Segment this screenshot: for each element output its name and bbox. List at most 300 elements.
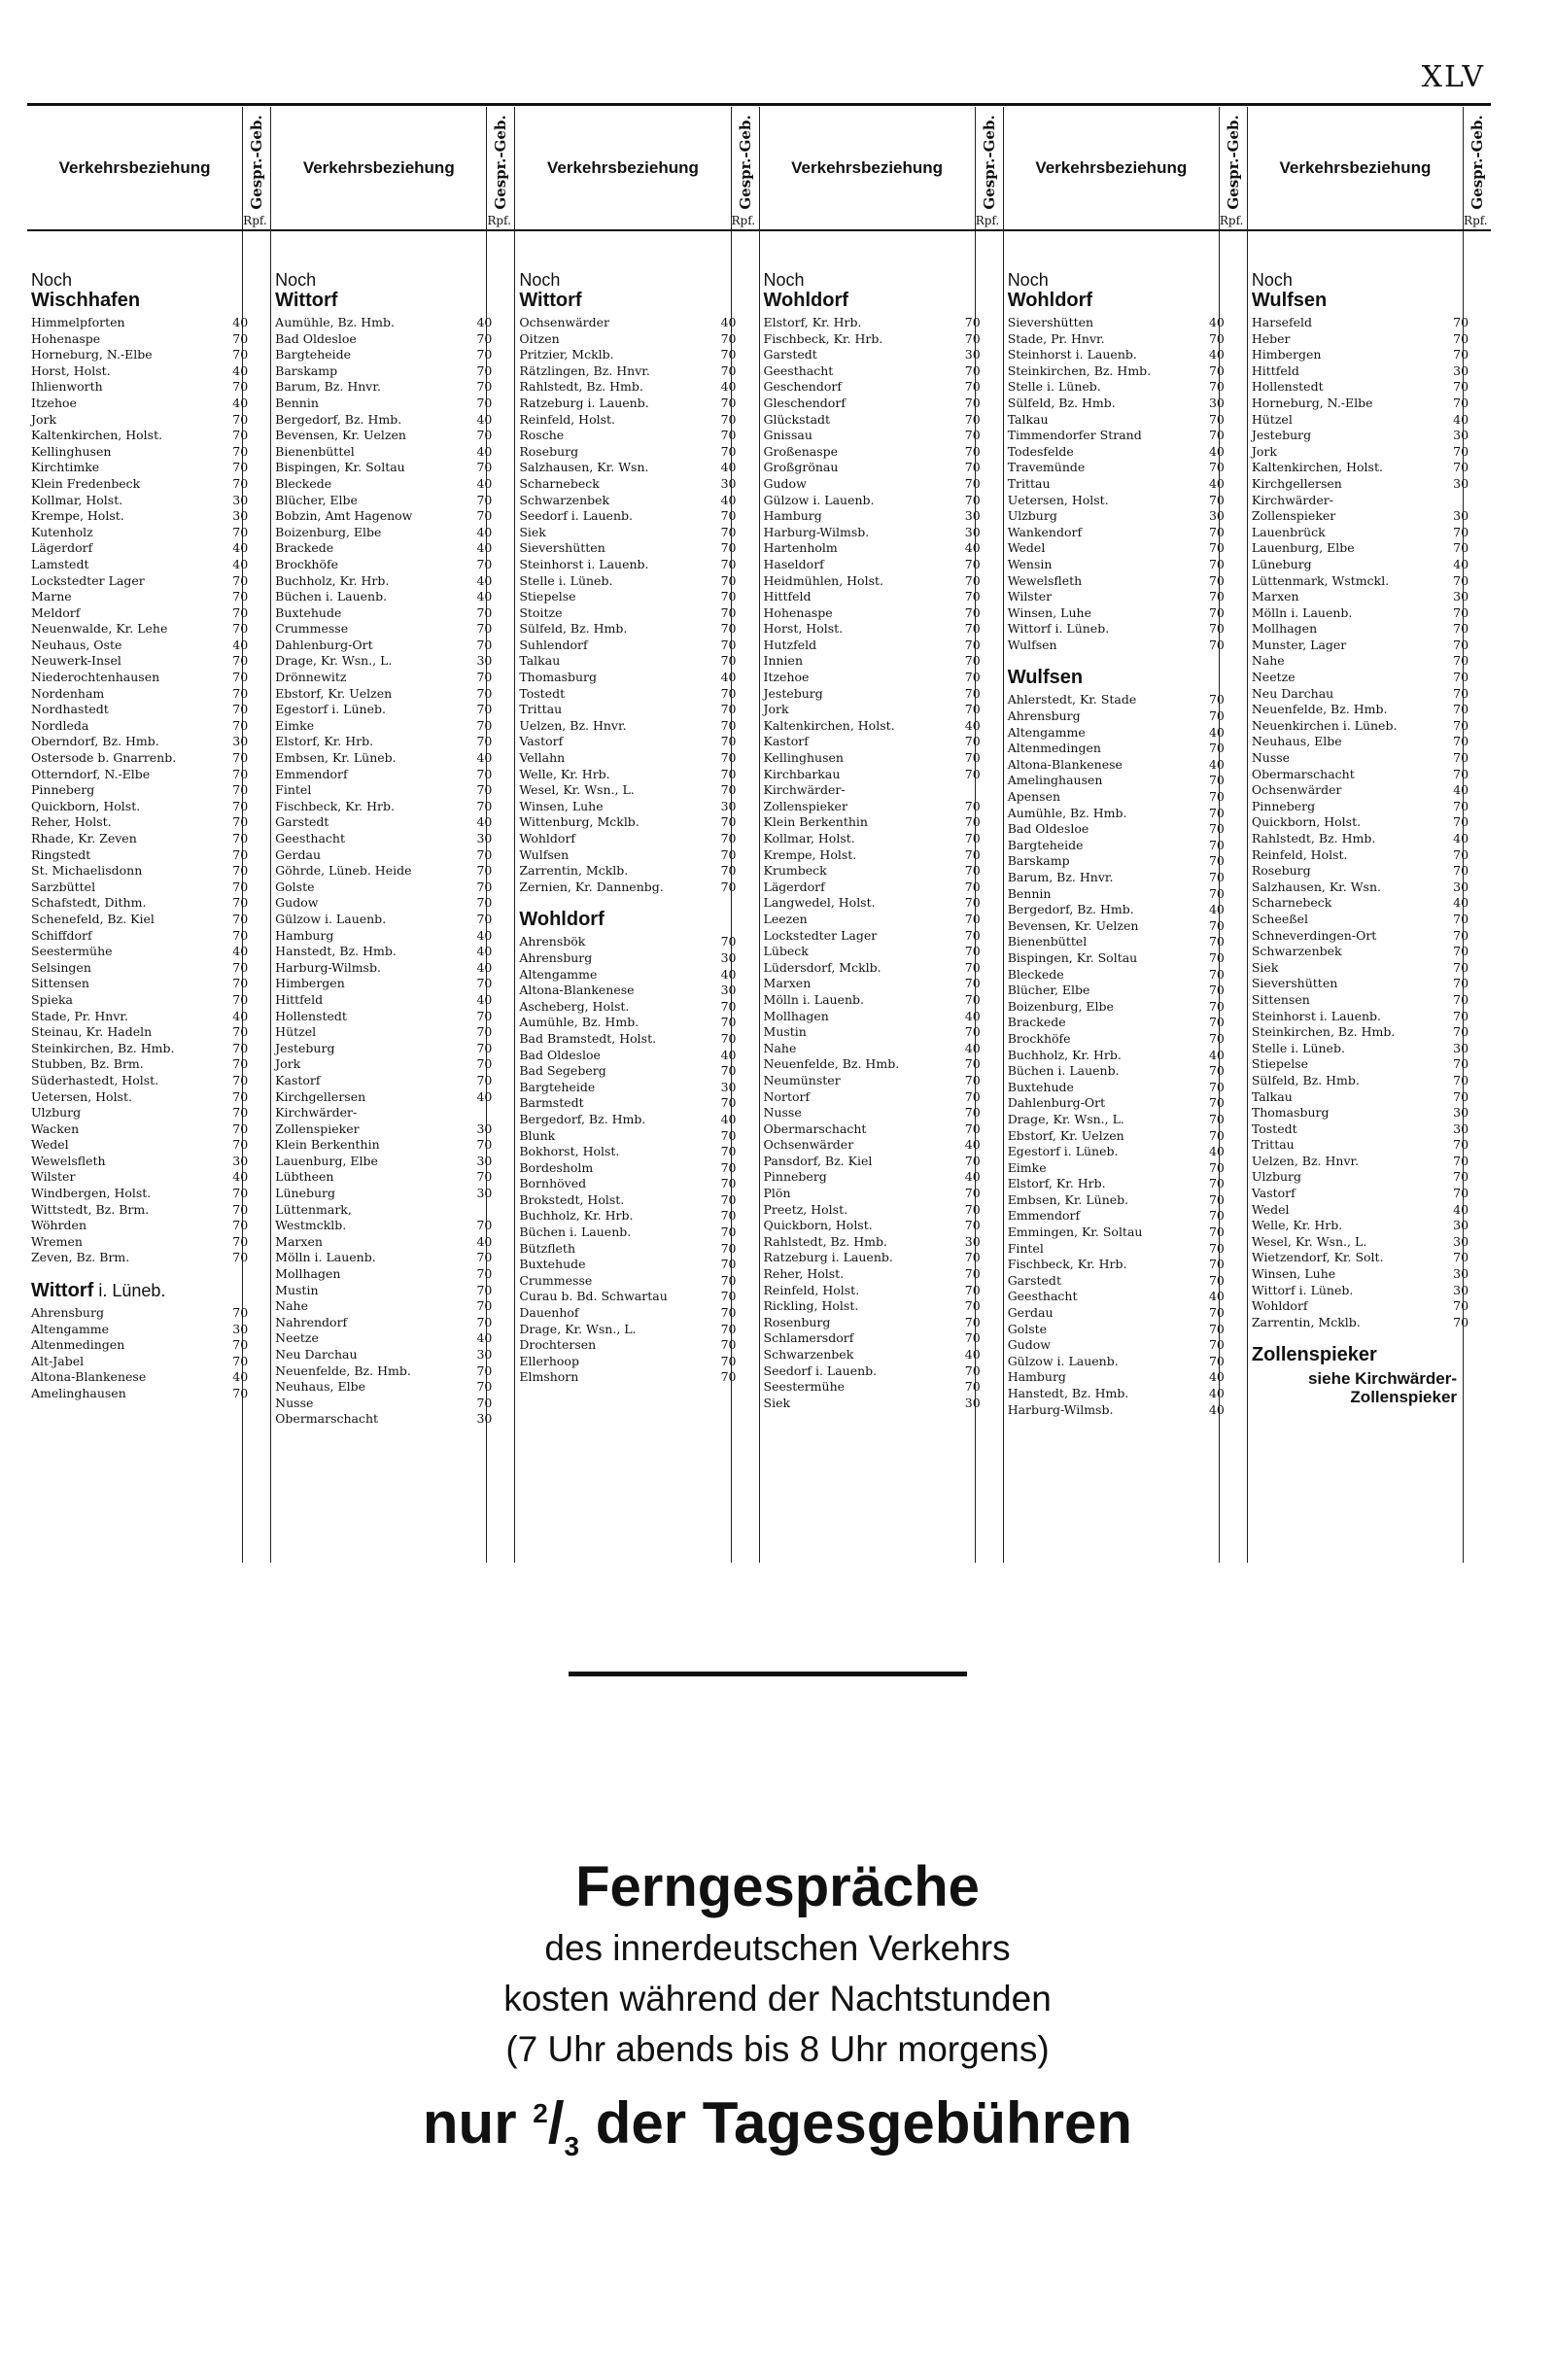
- fee-value: 70: [1453, 798, 1469, 813]
- fee-value: 70: [476, 637, 493, 652]
- destination: Alt-Jabel: [31, 1353, 85, 1368]
- destination: Rahlstedt, Bz. Hmb.: [763, 1233, 887, 1249]
- table-row: [1007, 821, 1225, 838]
- table-row: [31, 1250, 249, 1266]
- fee-value: 70: [476, 1137, 493, 1153]
- fee-value: 40: [476, 944, 493, 959]
- destination: Lüneburg: [275, 1186, 336, 1201]
- table-row: [763, 1314, 981, 1331]
- table-row: [763, 1379, 981, 1396]
- fee-value: 70: [232, 1233, 249, 1249]
- fee-value: 70: [964, 1153, 981, 1168]
- destination: Winsen, Luhe: [1251, 1266, 1336, 1282]
- fee-value: 70: [232, 846, 249, 862]
- table-row: [1007, 805, 1225, 822]
- fee-value: 40: [964, 1040, 981, 1055]
- table-row: [31, 1386, 249, 1402]
- table-row: [1007, 741, 1225, 757]
- table-row: [31, 1105, 249, 1121]
- destination: Lauenbrück: [1251, 524, 1326, 539]
- fee-value: 70: [1453, 959, 1469, 975]
- destination: Rosche: [519, 428, 565, 443]
- table-row: [31, 927, 249, 945]
- table-row: [31, 589, 249, 605]
- fee-value: 30: [476, 653, 493, 669]
- destination: Todesfelde: [1007, 443, 1074, 459]
- destination: Zollenspieker: [1251, 508, 1336, 524]
- ad-fraction-denominator: 3: [564, 2131, 580, 2161]
- table-row: [1251, 347, 1469, 363]
- table-row: [763, 379, 981, 396]
- table-row: [31, 1121, 249, 1138]
- fee-value: 70: [964, 604, 981, 620]
- destination: Ulzburg: [31, 1105, 82, 1121]
- fee-value: 70: [476, 1072, 493, 1087]
- table-row: [31, 347, 249, 363]
- fee-value: 70: [476, 1298, 493, 1314]
- destination: Neuenfelde, Bz. Hmb.: [1251, 702, 1388, 717]
- table-row: [519, 1127, 737, 1145]
- destination: Elstorf, Kr. Hrb.: [763, 315, 862, 329]
- destination: Wedel: [31, 1137, 69, 1153]
- entries: [515, 231, 737, 1563]
- destination: Uetersen, Holst.: [1007, 492, 1109, 507]
- table-row: [519, 717, 737, 735]
- table-row: [1007, 1305, 1225, 1322]
- table-row: [275, 1266, 493, 1283]
- table-row: [1251, 846, 1469, 864]
- fee-value: 70: [964, 428, 981, 443]
- fee-value: 30: [1453, 1266, 1469, 1282]
- table-row: [275, 653, 493, 670]
- fee-value: 70: [1208, 1030, 1225, 1046]
- fee-value: 70: [1453, 653, 1469, 669]
- fee-value: 40: [476, 1088, 493, 1104]
- table-row: [275, 831, 493, 847]
- table-row: [275, 379, 493, 396]
- table-row: [31, 1201, 249, 1219]
- table-row: [1007, 315, 1225, 331]
- destination: Altona-Blankenese: [31, 1369, 147, 1385]
- destination: Drage, Kr. Wsn., L.: [519, 1321, 637, 1336]
- table-row: [1007, 1289, 1225, 1305]
- fee-value: 70: [964, 798, 981, 813]
- fee-value: 40: [476, 540, 493, 556]
- destination: Itzehoe: [31, 395, 77, 410]
- destination: Stubben, Bz. Brm.: [31, 1056, 144, 1072]
- table-row: [1007, 917, 1225, 935]
- fee-value: 70: [1453, 670, 1469, 685]
- fee-value: 70: [964, 637, 981, 652]
- table-row: [1251, 927, 1469, 945]
- fee-value: 70: [1208, 885, 1225, 901]
- fee-value: 70: [1453, 863, 1469, 879]
- destination: Scharnebeck: [1251, 895, 1332, 911]
- fee-unit: Rpf.: [975, 214, 1000, 227]
- table-row: [519, 443, 737, 461]
- table-row: [519, 492, 737, 509]
- destination: Dahlenburg-Ort: [1007, 1095, 1106, 1111]
- table-row: [519, 315, 737, 331]
- fee-value: 70: [476, 379, 493, 395]
- fee-header-label: Gespr.-Geb.: [736, 115, 754, 210]
- fee-value: 70: [1208, 330, 1225, 346]
- fee-value: 70: [232, 1056, 249, 1072]
- destination: Lägerdorf: [763, 879, 825, 894]
- destination: Bennin: [275, 395, 319, 410]
- table-row: [763, 1201, 981, 1219]
- fee-value: 70: [964, 863, 981, 879]
- table-row: [1007, 330, 1225, 348]
- table-row: [275, 492, 493, 509]
- table-row: [519, 1208, 737, 1224]
- fee-value: 70: [964, 1314, 981, 1329]
- fee-value: 70: [232, 814, 249, 830]
- table-row: [275, 1105, 484, 1121]
- fee-value: 70: [1453, 604, 1469, 620]
- table-row: [519, 556, 737, 573]
- destination: Kirchwärder-: [763, 782, 846, 798]
- destination: Nusse: [1251, 750, 1291, 766]
- destination: Brockhöfe: [1007, 1030, 1071, 1046]
- table-row: [1251, 1056, 1469, 1073]
- fee-value: 70: [720, 1369, 737, 1385]
- fee-value: 70: [1453, 734, 1469, 749]
- fee-value: 70: [1453, 540, 1469, 556]
- table-row: [519, 685, 737, 703]
- table-row: [31, 1305, 249, 1322]
- table-row: [31, 1337, 249, 1354]
- destination: Lägerdorf: [31, 540, 93, 556]
- destination: Wulfsen: [519, 846, 570, 862]
- destination: Mollhagen: [275, 1266, 341, 1282]
- fee-value: 70: [964, 1186, 981, 1201]
- header-label: Verkehrsbeziehung: [515, 107, 731, 229]
- table-row: [763, 814, 981, 831]
- table-row: [763, 621, 981, 638]
- destination: Ihlienworth: [31, 379, 103, 395]
- destination: Barskamp: [275, 362, 338, 378]
- table-row: [31, 734, 249, 750]
- fee-value: 70: [232, 1072, 249, 1087]
- entries: [271, 231, 493, 1563]
- continued-label: Noch: [31, 270, 73, 290]
- destination: Bennin: [1007, 885, 1052, 901]
- fee-value: 70: [964, 460, 981, 475]
- destination: Eimke: [275, 717, 315, 733]
- fee-value: 40: [476, 572, 493, 588]
- table-row: [1251, 428, 1469, 444]
- table-row: [1251, 621, 1469, 638]
- fee-value: 70: [720, 653, 737, 669]
- table-row: [1007, 1321, 1225, 1338]
- table-row: [1007, 998, 1225, 1016]
- column-header: [515, 107, 758, 231]
- destination: Gülzow i. Lauenb.: [1007, 1353, 1119, 1368]
- destination: Steinhorst i. Lauenb.: [1007, 347, 1137, 362]
- table-row: [519, 734, 737, 750]
- destination: Ascheberg, Holst.: [519, 998, 630, 1014]
- destination: Schiffdorf: [31, 927, 92, 943]
- destination: Kaltenkirchen, Holst.: [31, 428, 163, 443]
- fee-value: 70: [964, 1298, 981, 1314]
- fee-value: 70: [720, 702, 737, 717]
- fee-value: 70: [232, 347, 249, 362]
- destination: Talkau: [519, 653, 561, 669]
- table-row: [31, 508, 249, 525]
- table-row: [1007, 902, 1225, 918]
- destination: Nahe: [763, 1040, 797, 1055]
- fee-value: 30: [1453, 475, 1469, 491]
- destination: Jork: [275, 1056, 301, 1072]
- table-row: [275, 879, 493, 896]
- fee-value: 70: [1208, 1240, 1225, 1256]
- destination: Himmelpforten: [31, 315, 125, 329]
- destination: Wittstedt, Bz. Brm.: [31, 1201, 150, 1217]
- table-row: [519, 572, 737, 590]
- fee-value: 70: [1208, 1208, 1225, 1224]
- destination: Gudow: [763, 475, 807, 491]
- table-row: [31, 782, 249, 799]
- destination: Ostersode b. Gnarrenb.: [31, 750, 177, 766]
- destination: Rhade, Kr. Zeven: [31, 831, 137, 845]
- fee-value: 70: [1208, 492, 1225, 507]
- table-row: [275, 1250, 493, 1266]
- origin-place: Wohldorf: [519, 909, 605, 931]
- destination: Uetersen, Holst.: [31, 1088, 132, 1104]
- fee-value: 40: [1208, 1386, 1225, 1400]
- destination: Wittenburg, Mcklb.: [519, 814, 639, 830]
- destination: Amelinghausen: [31, 1386, 126, 1400]
- fee-value: 70: [964, 1201, 981, 1217]
- fee-value: 70: [1453, 1008, 1469, 1023]
- table-row: [519, 863, 737, 880]
- destination: Ulzburg: [1007, 508, 1057, 524]
- table-row: [275, 1347, 493, 1363]
- destination: Trittau: [1251, 1137, 1295, 1153]
- destination: Pansdorf, Bz. Kiel: [763, 1153, 873, 1168]
- fee-value: 70: [720, 589, 737, 604]
- fee-value: 30: [964, 524, 981, 539]
- table-row: [1251, 911, 1469, 928]
- fee-value: 70: [232, 379, 249, 395]
- destination: Steinhorst i. Lauenb.: [1251, 1008, 1382, 1023]
- table-row: [275, 411, 493, 429]
- destination: Preetz, Holst.: [763, 1201, 848, 1217]
- fee-value: 70: [964, 911, 981, 926]
- table-row: [31, 976, 249, 992]
- fee-value: 70: [232, 428, 249, 443]
- table-row: [763, 362, 981, 380]
- destination: Wesel, Kr. Wsn., L.: [1251, 1233, 1367, 1249]
- table-row: [763, 879, 981, 896]
- destination: Hutzfeld: [763, 637, 817, 652]
- table-row: [763, 1008, 981, 1025]
- destination: Quickborn, Holst.: [1251, 814, 1362, 830]
- fee-value: 70: [964, 959, 981, 975]
- destination: St. Michaelisdonn: [31, 863, 143, 879]
- destination: Aumühle, Bz. Hmb.: [275, 315, 395, 329]
- destination: Büchen i. Lauenb.: [519, 1224, 632, 1240]
- destination: Embsen, Kr. Lüneb.: [275, 750, 397, 766]
- fee-value: 70: [1208, 362, 1225, 378]
- destination: Scharnebeck: [519, 475, 600, 491]
- table-row: [31, 524, 249, 541]
- table-row: [519, 540, 737, 557]
- fee-value: 70: [1208, 1079, 1225, 1094]
- destination: Stelle i. Lüneb.: [519, 572, 613, 588]
- destination: Wewelsfleth: [31, 1153, 106, 1168]
- fee-value: 70: [232, 460, 249, 475]
- table-row: [519, 411, 737, 429]
- table-row: [519, 766, 737, 783]
- fee-value: 70: [476, 395, 493, 410]
- table-row: [275, 589, 493, 605]
- fee-value: 70: [964, 1266, 981, 1282]
- fee-value: 40: [1208, 315, 1225, 329]
- destination: Gülzow i. Lauenb.: [275, 911, 387, 926]
- fee-value: 70: [720, 1321, 737, 1336]
- table-row: [31, 944, 249, 960]
- destination: Boizenburg, Elbe: [1007, 998, 1114, 1014]
- destination: Obermarschacht: [1251, 766, 1355, 781]
- destination: Bad Segeberg: [519, 1063, 606, 1079]
- fee-value: 70: [1453, 524, 1469, 539]
- destination: Ochsenwärder: [519, 315, 610, 329]
- table-row: [519, 1159, 737, 1177]
- fee-value: 30: [232, 508, 249, 524]
- fee-value: 40: [720, 379, 737, 395]
- fee-value: 40: [476, 411, 493, 427]
- table-row: [1007, 1159, 1225, 1177]
- destination: Neu Darchau: [275, 1347, 358, 1362]
- table-row: [1007, 1191, 1225, 1209]
- table-row: [275, 1008, 493, 1025]
- fee-value: 40: [232, 1369, 249, 1385]
- table-row: [275, 572, 493, 590]
- fee-value: 70: [232, 1250, 249, 1265]
- table-row: [519, 1369, 737, 1386]
- table-row: [1007, 492, 1225, 509]
- table-row: [763, 1218, 981, 1234]
- destination: Obermarschacht: [763, 1121, 867, 1136]
- destination: Pritzier, Mcklb.: [519, 347, 614, 362]
- fee-value: 70: [720, 1127, 737, 1143]
- destination: Blunk: [519, 1127, 556, 1143]
- destination: Stoitze: [519, 604, 563, 620]
- destination: Bergedorf, Bz. Hmb.: [275, 411, 402, 427]
- table-row: [519, 966, 737, 983]
- destination: Ebstorf, Kr. Uelzen: [275, 685, 393, 701]
- destination: Thomasburg: [1251, 1105, 1330, 1121]
- table-row: [1007, 508, 1225, 525]
- fee-value: 70: [476, 330, 493, 346]
- destination: Steinkirchen, Bz. Hmb.: [1251, 1024, 1396, 1040]
- fee-value: 70: [720, 1015, 737, 1030]
- table-row: [1007, 773, 1225, 789]
- destination: Zollenspieker: [275, 1121, 360, 1136]
- destination: Siek: [1251, 959, 1279, 975]
- table-row: [1251, 1153, 1469, 1170]
- fee-value: 70: [964, 846, 981, 862]
- fee-header: [732, 107, 759, 229]
- destination: Rätzlingen, Bz. Hnvr.: [519, 362, 650, 378]
- fee-value: 70: [1208, 1191, 1225, 1207]
- destination: Trittau: [1007, 475, 1051, 491]
- table-row: [519, 1353, 737, 1370]
- destination: Ahrensburg: [31, 1305, 104, 1321]
- table-row: [519, 750, 737, 767]
- fee-value: 70: [476, 863, 493, 879]
- destination: Tostedt: [1251, 1121, 1297, 1136]
- fee-value: 70: [232, 702, 249, 717]
- table-row: [275, 621, 493, 638]
- fee-value: 70: [720, 685, 737, 701]
- destination: Lüttenmark, Wstmckl.: [1251, 572, 1390, 588]
- table-row: [763, 1395, 981, 1412]
- fee-value: 70: [964, 362, 981, 378]
- destination: Kellinghusen: [31, 443, 112, 459]
- fee-value: [470, 1105, 492, 1121]
- fee-value: 70: [964, 589, 981, 604]
- destination: Stelle i. Lüneb.: [1007, 379, 1101, 395]
- fee-value: 40: [232, 1008, 249, 1023]
- destination: Marxen: [763, 976, 812, 991]
- destination: Stelle i. Lüneb.: [1251, 1040, 1345, 1055]
- origin-place: Wittorf: [275, 290, 338, 311]
- table-row: [1251, 1137, 1469, 1154]
- destination: Emmendorf: [275, 766, 348, 781]
- fee-value: 70: [964, 1056, 981, 1072]
- column-header: [1248, 107, 1491, 231]
- destination: Reinfeld, Holst.: [1251, 846, 1348, 862]
- fee-value: 70: [1208, 524, 1225, 539]
- table-row: [275, 670, 493, 686]
- fee-value: 70: [476, 1282, 493, 1297]
- destination: Pinneberg: [1251, 798, 1316, 813]
- fee-value: 70: [232, 1088, 249, 1104]
- table-row: [1251, 1040, 1469, 1057]
- table-row: [1007, 589, 1225, 605]
- fee-value: 40: [476, 959, 493, 975]
- table-column: [27, 107, 271, 1563]
- destination: Büchen i. Lauenb.: [275, 589, 388, 604]
- destination: Wilster: [31, 1169, 76, 1185]
- fee-value: 70: [964, 1282, 981, 1297]
- fee-value: 70: [232, 1024, 249, 1040]
- fee-value: 70: [232, 766, 249, 781]
- destination: Bargteheide: [1007, 837, 1084, 852]
- table-row: [763, 1056, 981, 1073]
- fee-value: 70: [720, 621, 737, 637]
- fee-value: 70: [964, 443, 981, 459]
- fee-value: 70: [1453, 1314, 1469, 1329]
- fee-value: 40: [476, 443, 493, 459]
- destination: Marne: [31, 589, 72, 604]
- table-row: [275, 637, 493, 654]
- destination: Großenaspe: [763, 443, 839, 459]
- table-row: [1007, 1386, 1225, 1402]
- fee-value: 70: [720, 1272, 737, 1288]
- table-row: [763, 702, 981, 718]
- table-row: [519, 934, 737, 950]
- destination: Drönnewitz: [275, 670, 347, 685]
- destination: Ahrensbök: [519, 934, 586, 949]
- table-row: [275, 475, 493, 493]
- table-row: [1251, 1008, 1469, 1025]
- fee-value: 70: [1208, 708, 1225, 724]
- fee-value: 70: [232, 1305, 249, 1321]
